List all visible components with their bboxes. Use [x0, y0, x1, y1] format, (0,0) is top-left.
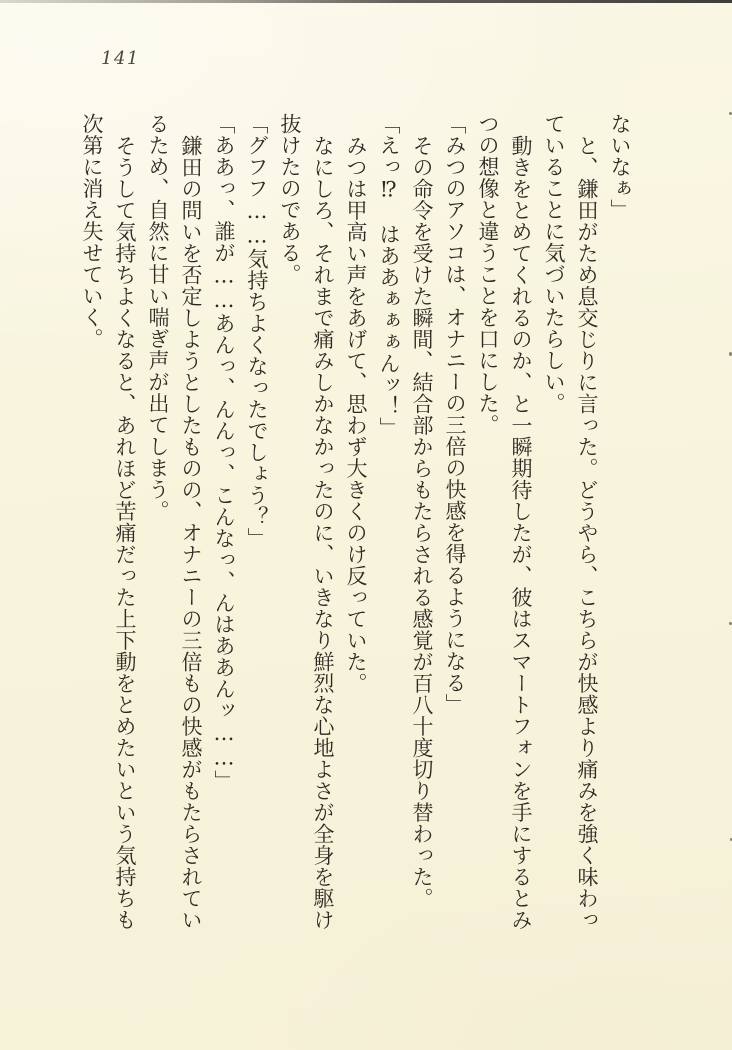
text-line: ていることに気づいたらしい。	[542, 113, 566, 414]
text-line: 「みつのアソコは、オナニーの三倍の快感を得るようになる」	[443, 113, 467, 715]
text-line: 「えっ⁉ はああぁぁぁんッ！」	[377, 113, 401, 439]
scan-edge-top	[0, 0, 732, 3]
text-line: るため、自然に甘い喘ぎ声が出てしまう。	[146, 113, 170, 522]
body-text-block	[75, 113, 636, 937]
text-line: 「グフフ……気持ちよくなったでしょう？」	[245, 113, 269, 549]
page-number: 141	[101, 48, 140, 69]
text-line: と、鎌田がため息交じりに言った。どうやら、こちらが快感より痛みを強く味わっ	[575, 134, 599, 930]
text-line: 動きをとめてくれるのか、と一瞬期待したが、彼はスマートフォンを手にするとみ	[509, 134, 533, 930]
text-line: その命令を受けた瞬間、結合部からもたらされる感覚が百八十度切り替わった。	[410, 134, 434, 909]
text-line: そうして気持ちよくなると、あれほど苦痛だった上下動をとめたいという気持ちも	[113, 134, 137, 930]
text-line: 鎌田の問いを否定しようとしたものの、オナニーの三倍もの快感がもたらされてい	[179, 134, 203, 930]
text-line: 次第に消え失せていく。	[80, 113, 104, 350]
text-line: ないなぁ」	[608, 113, 632, 221]
text-line: 抜けたのである。	[278, 113, 302, 285]
text-line: 「ああっ、誰が……あんっ、んんっ、こんなっ、んはああんッ……」	[212, 113, 236, 792]
text-line: つの想像と違うことを口にした。	[476, 113, 500, 436]
text-line: なにしろ、それまで痛みしかなかったのに、いきなり鮮烈な心地よさが全身を駆け	[311, 134, 335, 930]
text-line: みつは甲高い声をあげて、思わず大きくのけ反っていた。	[344, 134, 368, 694]
